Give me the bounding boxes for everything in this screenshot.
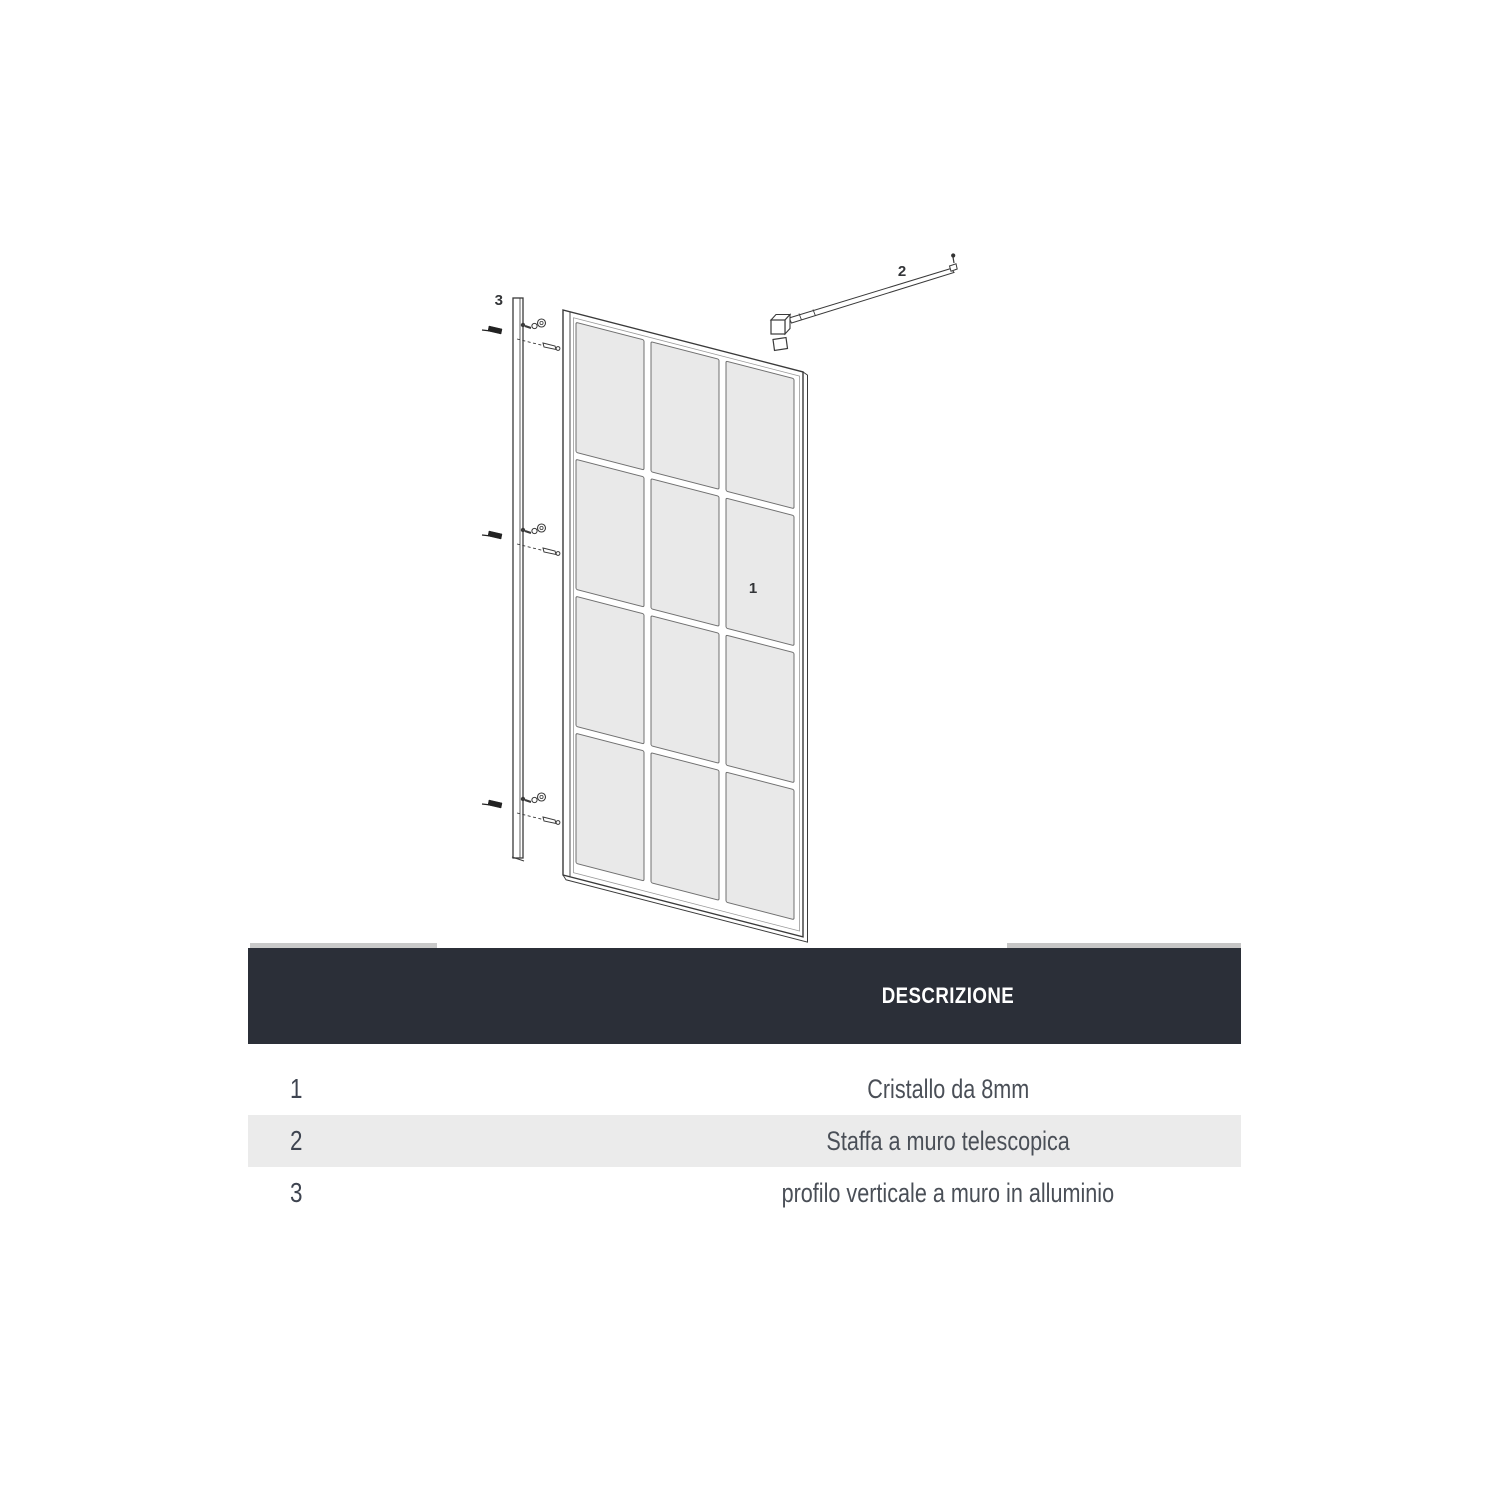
row-description: profilo verticale a muro in alluminio	[781, 1177, 1115, 1208]
row-description: Cristallo da 8mm	[866, 1073, 1030, 1104]
wall-profile	[512, 298, 524, 861]
description-header-cell	[778, 948, 1118, 1044]
table-header-bar	[248, 948, 1241, 1044]
row-description-cell	[778, 1115, 1118, 1167]
parts-table	[248, 943, 1241, 1243]
row-number: 1	[290, 1073, 303, 1104]
row-number-cell	[290, 1063, 306, 1115]
label-wall-bracket: 2	[897, 263, 907, 280]
wall-bracket	[771, 253, 957, 350]
row-number: 3	[290, 1177, 303, 1208]
label-wall-profile: 3	[494, 292, 503, 309]
glass-panel	[563, 310, 808, 942]
row-description-cell	[778, 1063, 1118, 1115]
row-description: Staffa a muro telescopica	[826, 1125, 1070, 1156]
label-glass-panel: 1	[748, 580, 758, 597]
row-number-cell	[290, 1115, 306, 1167]
row-description-cell	[778, 1167, 1118, 1219]
table-row	[248, 1115, 1241, 1167]
row-number: 2	[290, 1125, 303, 1156]
description-header-label: DESCRIZIONE	[881, 983, 1015, 1008]
table-row	[248, 1063, 1241, 1115]
row-number-cell	[290, 1167, 306, 1219]
table-row	[248, 1167, 1241, 1219]
